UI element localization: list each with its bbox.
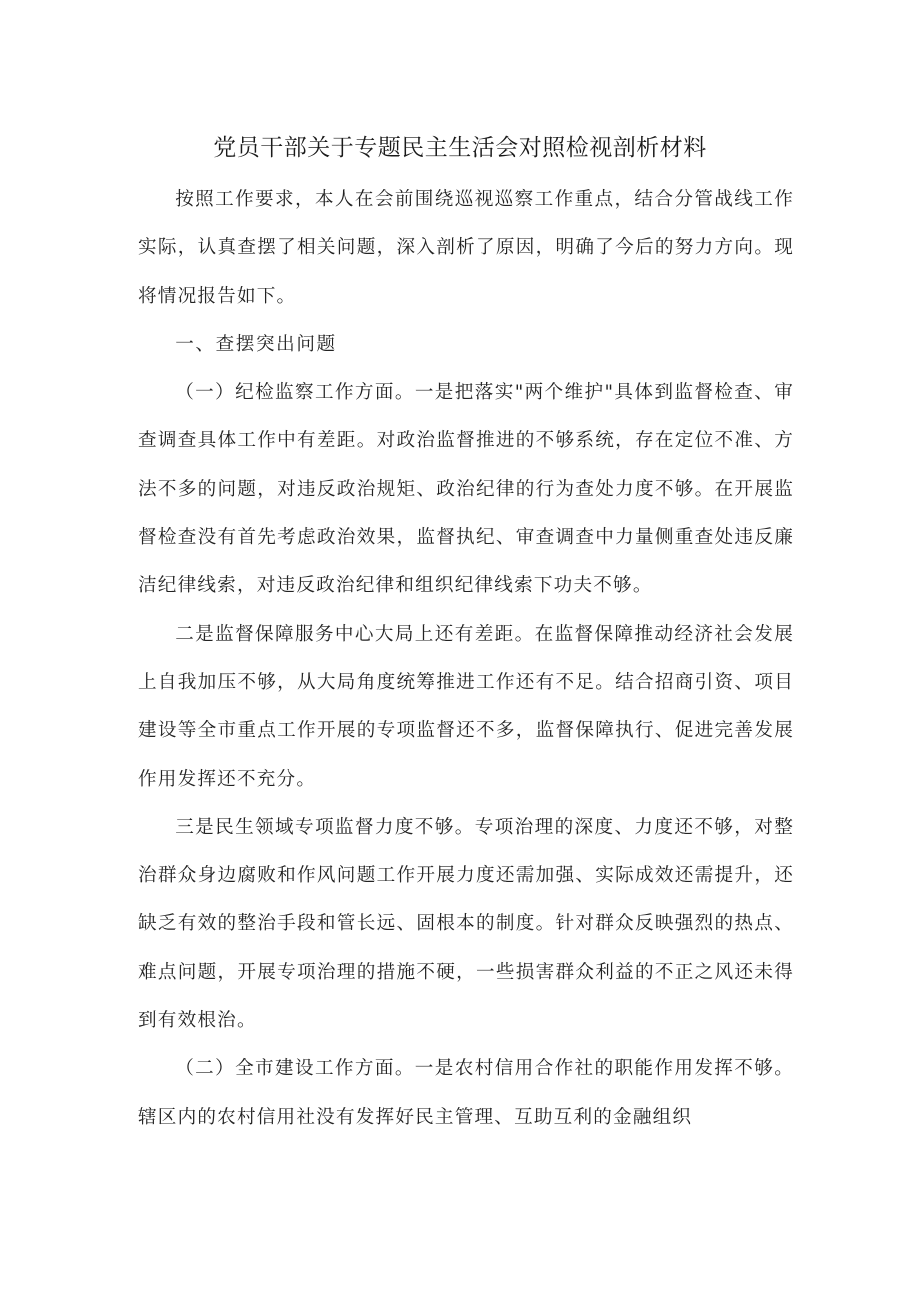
intro-paragraph: 按照工作要求，本人在会前围绕巡视巡察工作重点，结合分管战线工作实际，认真查摆了相关问题，深入剖析了原因，明确了今后的努力方向。现将情况报告如下。: [138, 189, 794, 307]
paragraph-city-construction: （二）全市建设工作方面。一是农村信用合作社的职能作用发挥不够。辖区内的农村信用社没有发挥好民主管理、互助互利的金融组织: [138, 1058, 794, 1128]
document-body: [138, 176, 794, 1142]
document-title: 党员干部关于专题民主生活会对照检视剖析材料: [213, 135, 707, 161]
paragraph-supervision-guarantee: 二是监督保障服务中心大局上还有差距。在监督保障推动经济社会发展上自我加压不够，从大局角度统筹推进工作还有不足。结合招商引资、项目建设等全市重点工作开展的专项监督还不多，监督保障执行、促进完善发展作用发挥还不充分。: [138, 623, 794, 790]
paragraph-livelihood-supervision: 三是民生领域专项监督力度不够。专项治理的深度、力度还不够，对整治群众身边腐败和作风问题工作开展力度还需加强、实际成效还需提升，还缺乏有效的整治手段和管长远、固根本的制度。针对群众反映强烈的热点、难点问题，开展专项治理的措施不硬，一些损害群众利益的不正之风还未得到有效根治。: [138, 816, 794, 1032]
section-heading: 一、查摆突出问题: [175, 333, 337, 355]
paragraph-discipline-inspection: （一）纪检监察工作方面。一是把落实"两个维护"具体到监督检查、审查调查具体工作中有差距。对政治监督推进的不够系统，存在定位不准、方法不多的问题，对违反政治规矩、政治纪律的行为查处力度不够。在开展监督检查没有首先考虑政治效果，监督执纪、审查调查中力量侧重查处违反廉洁纪律线索，对违反政治纪律和组织纪律线索下功夫不够。: [138, 382, 794, 597]
